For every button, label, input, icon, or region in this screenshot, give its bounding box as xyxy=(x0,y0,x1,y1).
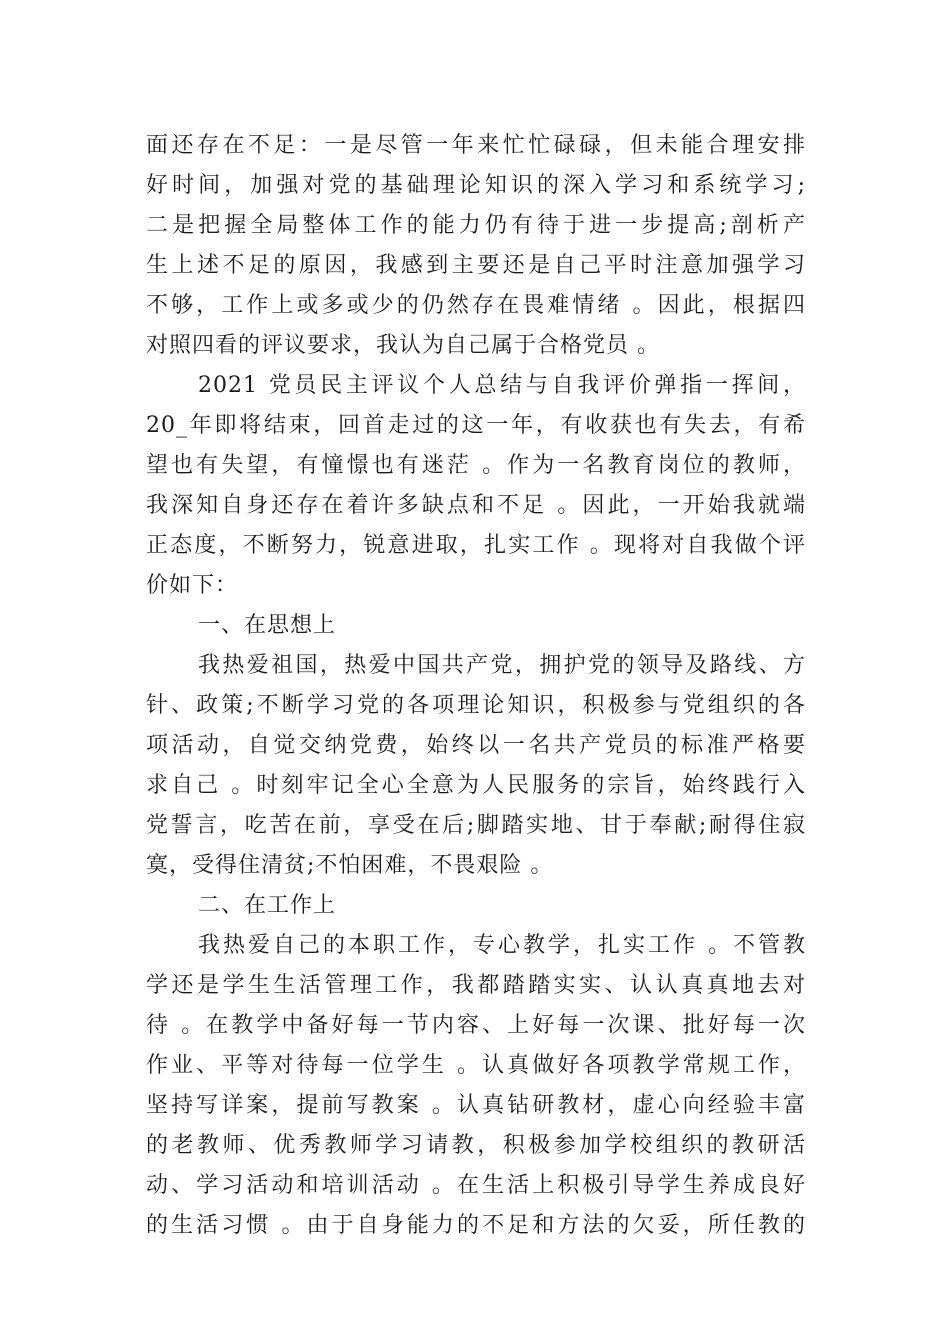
text-line: 党誓言，吃苦在前，享受在后;脚踏实地、甘于奉献;耐得住寂 xyxy=(146,813,806,838)
text-line: 动、学习活动和培训活动 。在生活上积极引导学生养成良好 xyxy=(146,1173,806,1198)
text-line: 不够，工作上或多或少的仍然存在畏难情绪 。因此，根据四 xyxy=(146,293,806,318)
section-heading-thought xyxy=(146,606,806,646)
text-line: 对照四看的评议要求，我认为自己属于合格党员 。 xyxy=(146,333,660,358)
paragraph-summary-intro xyxy=(146,366,806,606)
text-line: 我热爱自己的本职工作，专心教学，扎实工作 。不管教 xyxy=(198,933,806,958)
text-line: 正态度，不断努力，锐意进取，扎实工作 。现将对自我做个评 xyxy=(146,533,806,558)
heading-text: 二、在工作上 xyxy=(198,893,337,918)
text-line: 待 。在教学中备好每一节内容、上好每一次课、批好每一次 xyxy=(146,1013,806,1038)
text-line: 求自己 。时刻牢记全心全意为人民服务的宗旨，始终践行入 xyxy=(146,773,806,798)
text-line: 项活动，自觉交纳党费，始终以一名共产党员的标准严格要 xyxy=(146,733,806,758)
text-line: 的生活习惯 。由于自身能力的不足和方法的欠妥，所任教的 xyxy=(146,1213,806,1238)
text-line: 20_年即将结束，回首走过的这一年，有收获也有失去，有希 xyxy=(146,413,806,438)
text-line: 生上述不足的原因，我感到主要还是自己平时注意加强学习 xyxy=(146,253,806,278)
text-line: 寞，受得住清贫;不怕困难，不畏艰险 。 xyxy=(146,853,554,878)
text-line: 望也有失望，有憧憬也有迷茫 。作为一名教育岗位的教师， xyxy=(146,453,806,478)
text-line: 针、政策;不断学习党的各项理论知识，积极参与党组织的各 xyxy=(146,693,806,718)
text-line: 我热爱祖国，热爱中国共产党，拥护党的领导及路线、方 xyxy=(198,653,806,678)
paragraph-work xyxy=(146,926,806,1246)
heading-text: 一、在思想上 xyxy=(198,613,337,638)
text-line: 好时间，加强对党的基础理论知识的深入学习和系统学习; xyxy=(146,173,806,198)
text-line: 学还是学生生活管理工作，我都踏踏实实、认认真真地去对 xyxy=(146,973,806,998)
text-line: 我深知自身还存在着许多缺点和不足 。因此，一开始我就端 xyxy=(146,493,806,518)
text-line: 坚持写详案，提前写教案 。认真钻研教材，虚心向经验丰富 xyxy=(146,1093,806,1118)
text-line: 价如下： xyxy=(146,573,239,598)
text-line: 二是把握全局整体工作的能力仍有待于进一步提高;剖析产 xyxy=(146,213,806,238)
paragraph-continued xyxy=(146,126,806,366)
text-line: 面还存在不足：一是尽管一年来忙忙碌碌，但未能合理安排 xyxy=(146,133,806,158)
paragraph-thought xyxy=(146,646,806,886)
text-line: 作业、平等对待每一位学生 。认真做好各项教学常规工作， xyxy=(146,1053,806,1078)
document-page xyxy=(146,126,806,1246)
section-heading-work xyxy=(146,886,806,926)
text-line: 的老教师、优秀教师学习请教，积极参加学校组织的教研活 xyxy=(146,1133,806,1158)
text-line: 2021 党员民主评议个人总结与自我评价弹指一挥间， xyxy=(198,373,806,398)
